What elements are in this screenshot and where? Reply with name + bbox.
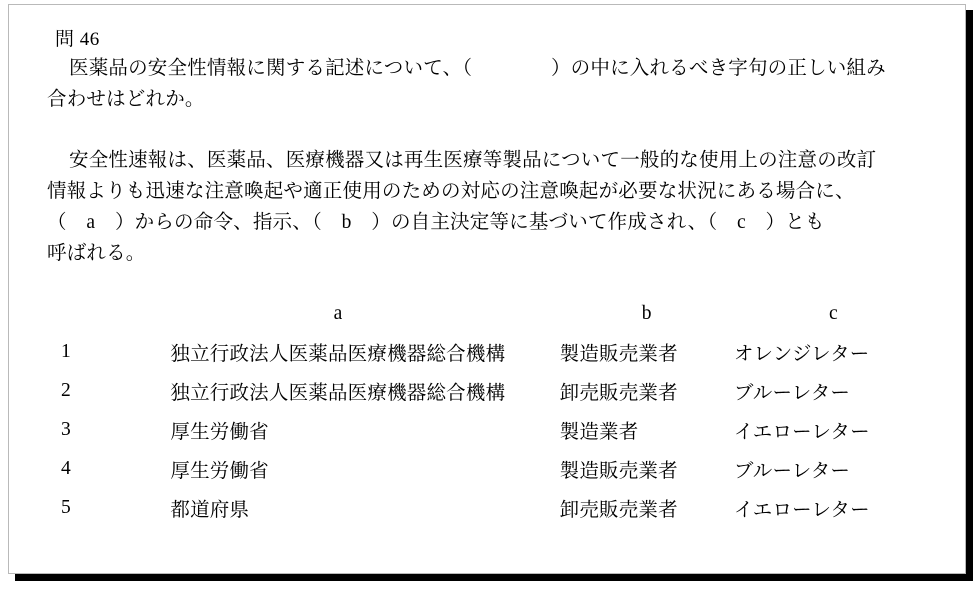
table-header-row xyxy=(55,303,933,333)
option-number: 5 xyxy=(61,497,71,518)
table-row xyxy=(55,411,933,450)
table-spacer xyxy=(47,269,933,303)
option-c-value: イエローレター xyxy=(733,500,870,521)
question-body-line-2: 情報よりも迅速な注意喚起や適正使用のための対応の注意喚起が必要な状況にある場合に、 xyxy=(47,181,855,202)
option-c-value: ブルーレター xyxy=(733,461,851,482)
option-c-value: オレンジレター xyxy=(733,344,870,365)
question-body-line-4: 呼ばれる。 xyxy=(47,243,146,264)
question-stem-line-2: 合わせはどれか。 xyxy=(47,89,205,110)
option-c-value: イエローレター xyxy=(733,422,870,443)
option-b-value: 製造販売業者 xyxy=(559,461,678,482)
option-number: 2 xyxy=(61,380,71,401)
page-shadow-right xyxy=(966,10,973,580)
option-c-value: ブルーレター xyxy=(733,383,851,404)
option-number: 1 xyxy=(61,341,71,362)
option-number: 3 xyxy=(61,419,71,440)
table-row xyxy=(55,372,933,411)
page-frame xyxy=(8,4,966,574)
option-b-value: 製造販売業者 xyxy=(559,344,678,365)
option-b-value: 卸売販売業者 xyxy=(559,500,678,521)
question-stem-line-1: 医薬品の安全性情報に関する記述について、（ ）の中に入れるべき字句の正しい組み xyxy=(69,58,886,79)
table-row xyxy=(55,333,933,372)
option-number: 4 xyxy=(61,458,71,479)
option-a-value: 独立行政法人医薬品医療機器総合機構 xyxy=(170,383,506,404)
table-row xyxy=(55,489,933,528)
header-c: c xyxy=(828,303,838,324)
header-number xyxy=(55,303,116,333)
option-a-value: 都道府県 xyxy=(170,500,250,521)
table-row xyxy=(55,450,933,489)
page-shadow-bottom xyxy=(15,574,973,581)
option-b-value: 製造業者 xyxy=(559,422,639,443)
option-a-value: 厚生労働省 xyxy=(170,461,269,482)
page-content xyxy=(9,5,967,575)
answer-options-table xyxy=(55,303,933,528)
paragraph-spacer xyxy=(47,115,933,145)
question-body-line-3: （ a ）からの命令、指示、（ b ）の自主決定等に基づいて作成され、（ c ）とも xyxy=(47,212,825,233)
option-a-value: 厚生労働省 xyxy=(170,422,269,443)
header-a: a xyxy=(333,303,343,324)
option-a-value: 独立行政法人医薬品医療機器総合機構 xyxy=(170,344,506,365)
header-b: b xyxy=(641,303,652,324)
question-number: 問 46 xyxy=(55,29,100,50)
question-body-line-1: 安全性速報は、医薬品、医療機器又は再生医療等製品について一般的な使用上の注意の改訂 xyxy=(69,150,877,171)
option-b-value: 卸売販売業者 xyxy=(559,383,678,404)
